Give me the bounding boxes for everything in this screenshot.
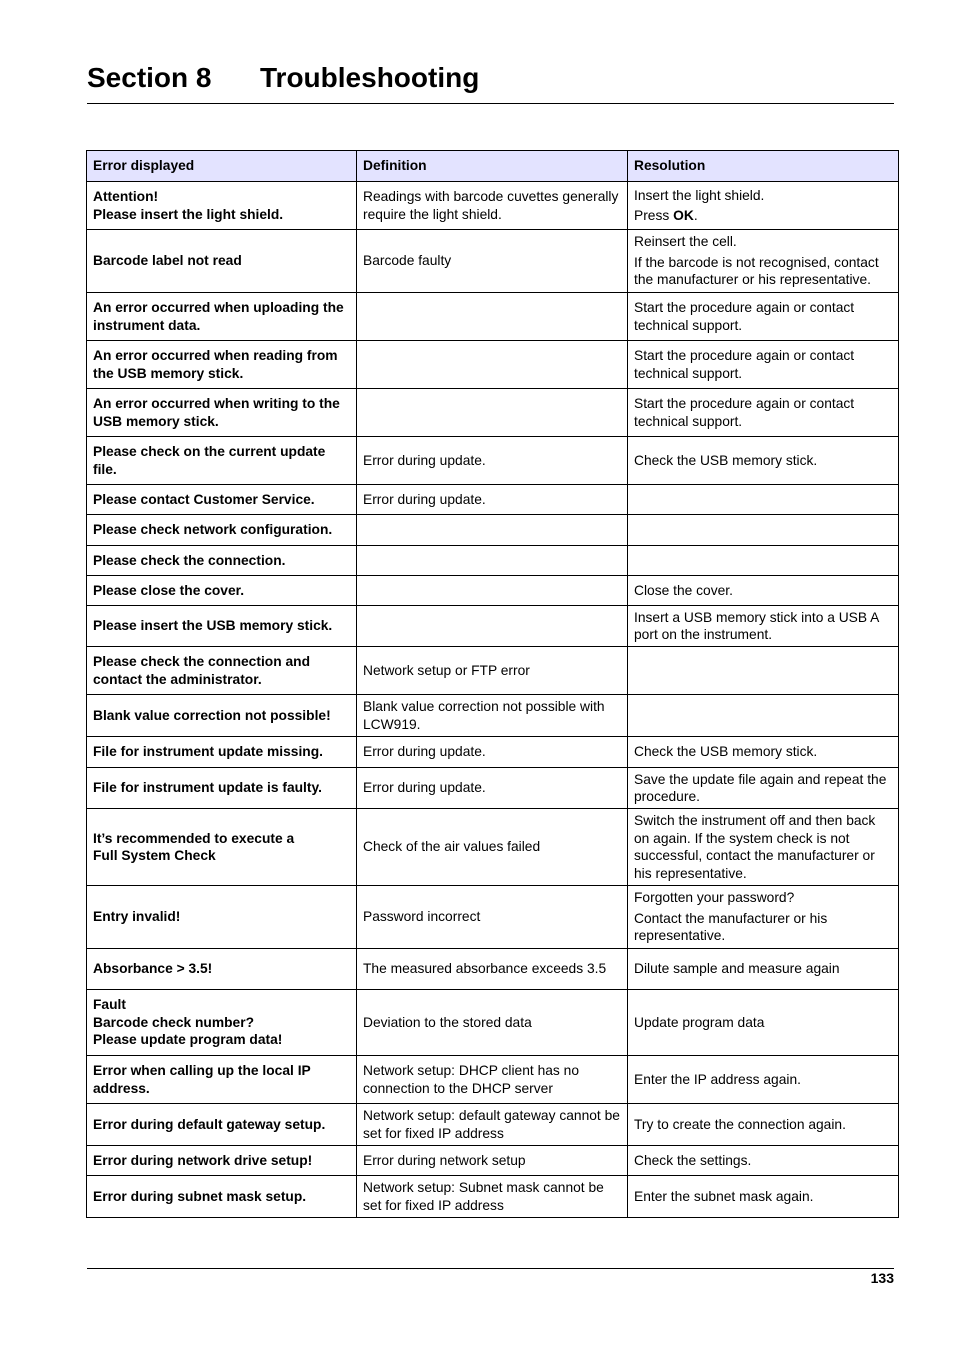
table-header <box>87 151 899 182</box>
table-row <box>87 990 899 1056</box>
resolution-cell <box>628 768 899 809</box>
resolution-text: Update program data <box>634 1014 765 1030</box>
error-text: Please check the connection and contact the administrator. <box>93 654 310 687</box>
error-text: An error occurred when writing to the USB memory stick. <box>93 396 340 429</box>
error-text: Please insert the USB memory stick. <box>93 618 333 634</box>
definition-text: Network setup: Subnet mask cannot be set for fixed IP address <box>363 1180 604 1213</box>
definition-text: Network setup or FTP error <box>363 662 530 678</box>
resolution-text: Try to create the connection again. <box>634 1116 846 1132</box>
resolution-text: Enter the IP address again. <box>634 1071 801 1087</box>
page-footer <box>87 1268 894 1286</box>
error-cell <box>87 1056 357 1104</box>
error-cell <box>87 293 357 341</box>
definition-text: Error during update. <box>363 780 486 796</box>
resolution-text: Insert a USB memory stick into a USB A port on the instrument. <box>634 609 879 642</box>
error-cell <box>87 182 357 230</box>
resolution-cell <box>628 695 899 737</box>
error-cell <box>87 437 357 485</box>
table-row <box>87 886 899 949</box>
error-cell <box>87 230 357 293</box>
resolution-text: Check the USB memory stick. <box>634 452 818 468</box>
resolution-text: Start the procedure again or contact technical support. <box>634 300 855 333</box>
definition-text: Network setup: DHCP client has no connection to the DHCP server <box>363 1063 579 1096</box>
table-row <box>87 293 899 341</box>
error-cell <box>87 695 357 737</box>
resolution-text: Contact the manufacturer or his representative. <box>634 910 828 944</box>
definition-text: Error during update. <box>363 491 486 507</box>
error-cell <box>87 576 357 606</box>
definition-cell <box>357 1146 628 1176</box>
definition-text: Network setup: default gateway cannot be set for fixed IP address <box>363 1108 620 1141</box>
error-text: Please check network configuration. <box>93 522 333 538</box>
error-text: Please check on the current update file. <box>93 444 326 477</box>
table-row <box>87 737 899 768</box>
definition-cell <box>357 437 628 485</box>
definition-cell <box>357 230 628 293</box>
table-row <box>87 606 899 647</box>
error-text: Error during default gateway setup. <box>93 1116 326 1132</box>
error-text: Attention! <box>93 189 159 204</box>
definition-cell <box>357 768 628 809</box>
definition-text: Error during update. <box>363 452 486 468</box>
resolution-prefix: Press <box>634 208 674 223</box>
resolution-cell <box>628 990 899 1056</box>
definition-cell <box>357 809 628 886</box>
error-cell <box>87 737 357 768</box>
definition-cell <box>357 886 628 949</box>
resolution-cell <box>628 389 899 437</box>
error-text: Please insert the light shield. <box>93 206 284 222</box>
resolution-text: Check the USB memory stick. <box>634 744 818 760</box>
resolution-text: Check the settings. <box>634 1152 752 1168</box>
definition-text: Error during network setup <box>363 1152 526 1168</box>
definition-text: Check of the air values failed <box>363 839 541 855</box>
table-row <box>87 182 899 230</box>
definition-cell <box>357 341 628 389</box>
error-cell <box>87 341 357 389</box>
error-cell <box>87 546 357 576</box>
definition-cell <box>357 949 628 990</box>
error-text: Error during subnet mask setup. <box>93 1188 307 1204</box>
error-text: Error when calling up the local IP address. <box>93 1063 311 1096</box>
error-text: Absorbance > 3.5! <box>93 961 213 977</box>
resolution-text: Start the procedure again or contact technical support. <box>634 348 855 381</box>
page-header <box>87 60 894 104</box>
error-text: An error occurred when reading from the USB memory stick. <box>93 348 338 381</box>
ok-key-label: OK <box>673 208 694 223</box>
error-cell <box>87 515 357 546</box>
error-cell <box>87 1176 357 1218</box>
error-text: Barcode check number? <box>93 1014 255 1030</box>
resolution-text: Save the update file again and repeat the procedure. <box>634 771 887 804</box>
error-cell <box>87 1104 357 1146</box>
table-row <box>87 1056 899 1104</box>
resolution-text: Forgotten your password? <box>634 890 795 906</box>
resolution-cell <box>628 886 899 949</box>
resolution-cell <box>628 1104 899 1146</box>
column-header-definition: Definition <box>357 151 628 182</box>
definition-text: Deviation to the stored data <box>363 1014 532 1030</box>
definition-text: Barcode faulty <box>363 253 452 269</box>
resolution-cell <box>628 809 899 886</box>
table-row <box>87 1176 899 1218</box>
definition-cell <box>357 546 628 576</box>
page-title: Troubleshooting <box>260 62 480 93</box>
error-text: Full System Check <box>93 848 216 863</box>
definition-cell <box>357 182 628 230</box>
resolution-text: Start the procedure again or contact technical support. <box>634 396 855 429</box>
error-text: Fault <box>93 997 126 1013</box>
troubleshooting-table <box>86 150 899 1218</box>
error-cell <box>87 886 357 949</box>
resolution-suffix: . <box>693 208 698 223</box>
definition-cell <box>357 515 628 546</box>
table-row <box>87 695 899 737</box>
table-row <box>87 515 899 546</box>
table-row <box>87 949 899 990</box>
resolution-cell <box>628 546 899 576</box>
table-row <box>87 389 899 437</box>
definition-text: Password incorrect <box>363 909 481 925</box>
error-text: Error during network drive setup! <box>93 1152 313 1168</box>
table-body <box>87 182 899 1218</box>
error-text: An error occurred when uploading the instrument data. <box>93 300 344 333</box>
resolution-cell <box>628 647 899 695</box>
definition-text: Readings with barcode cuvettes generally require the light shield. <box>363 189 619 222</box>
error-cell <box>87 768 357 809</box>
error-text: Blank value correction not possible! <box>93 707 331 723</box>
table-row <box>87 576 899 606</box>
table-row <box>87 341 899 389</box>
error-cell <box>87 647 357 695</box>
definition-cell <box>357 1056 628 1104</box>
resolution-cell <box>628 230 899 293</box>
error-text: Please update program data! <box>93 1032 283 1048</box>
resolution-text: If the barcode is not recognised, contact the manufacturer or his representative. <box>634 254 879 288</box>
table-row <box>87 768 899 809</box>
error-text: Entry invalid! <box>93 909 181 925</box>
resolution-text: Dilute sample and measure again <box>634 961 840 977</box>
table-row <box>87 809 899 886</box>
resolution-cell <box>628 1146 899 1176</box>
definition-cell <box>357 293 628 341</box>
error-text: It’s recommended to execute a <box>93 830 295 846</box>
error-text: Please check the connection. <box>93 552 286 568</box>
error-cell <box>87 485 357 515</box>
resolution-cell <box>628 293 899 341</box>
error-text: File for instrument update missing. <box>93 744 323 760</box>
column-header-resolution: Resolution <box>628 151 899 182</box>
resolution-text: Enter the subnet mask again. <box>634 1188 814 1204</box>
error-cell <box>87 990 357 1056</box>
resolution-cell <box>628 182 899 230</box>
resolution-cell <box>628 515 899 546</box>
table-row <box>87 437 899 485</box>
table-row <box>87 1104 899 1146</box>
resolution-text <box>634 207 892 225</box>
resolution-text: Close the cover. <box>634 582 733 598</box>
resolution-cell <box>628 1056 899 1104</box>
resolution-cell <box>628 341 899 389</box>
error-text: Please contact Customer Service. <box>93 491 315 507</box>
resolution-cell <box>628 606 899 647</box>
definition-cell <box>357 485 628 515</box>
error-text: Barcode label not read <box>93 253 242 269</box>
resolution-cell <box>628 485 899 515</box>
table-header-row <box>87 151 899 182</box>
definition-cell <box>357 576 628 606</box>
definition-text: Blank value correction not possible with LCW919. <box>363 699 605 732</box>
definition-cell <box>357 695 628 737</box>
page-number: 133 <box>870 1270 894 1286</box>
definition-cell <box>357 1176 628 1218</box>
table-row <box>87 546 899 576</box>
resolution-cell <box>628 1176 899 1218</box>
column-header-error: Error displayed <box>87 151 357 182</box>
definition-text: The measured absorbance exceeds 3.5 <box>363 961 607 977</box>
definition-cell <box>357 1104 628 1146</box>
error-text: File for instrument update is faulty. <box>93 780 322 796</box>
definition-cell <box>357 990 628 1056</box>
error-cell <box>87 949 357 990</box>
resolution-cell <box>628 576 899 606</box>
resolution-cell <box>628 949 899 990</box>
error-cell <box>87 1146 357 1176</box>
error-cell <box>87 606 357 647</box>
definition-cell <box>357 606 628 647</box>
error-cell <box>87 389 357 437</box>
resolution-cell <box>628 737 899 768</box>
definition-cell <box>357 389 628 437</box>
error-cell <box>87 809 357 886</box>
table-row <box>87 485 899 515</box>
table-row <box>87 1146 899 1176</box>
resolution-cell <box>628 437 899 485</box>
error-text: Please close the cover. <box>93 582 245 598</box>
resolution-text: Switch the instrument off and then back on again. If the system check is not successful, contact the manufacturer or his representative. <box>634 813 876 881</box>
table-row <box>87 647 899 695</box>
section-number: Section 8 <box>87 62 212 93</box>
definition-cell <box>357 737 628 768</box>
definition-cell <box>357 647 628 695</box>
table-row <box>87 230 899 293</box>
resolution-text: Reinsert the cell. <box>634 234 737 250</box>
definition-text: Error during update. <box>363 744 486 760</box>
resolution-text: Insert the light shield. <box>634 187 765 203</box>
